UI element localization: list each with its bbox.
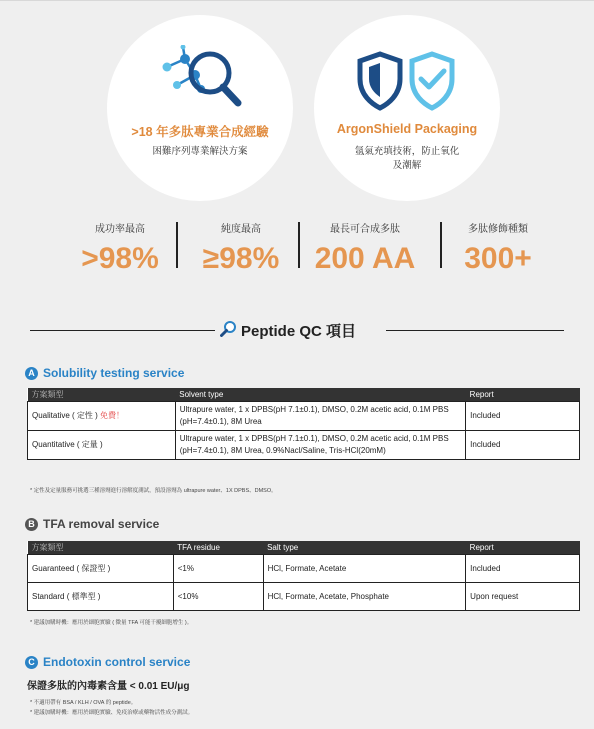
table-cell: Ultrapure water, 1 x DPBS(pH 7.1±0.1), DMSO, 0.2M acetic acid, 0.1M PBS (pH=7.4±0.1), 8M Urea, 0.9%Nacl/Saline, Tris-HCl(20mM) (175, 431, 465, 460)
table-header: Report (466, 541, 580, 555)
section-title-text: Solubility testing service (43, 366, 185, 380)
stat-value: 200 AA (314, 242, 416, 275)
table-cell: Standard ( 標準型 ) (28, 583, 174, 611)
qc-title-text: Peptide QC 項目 (241, 323, 357, 340)
feature-argonshield (314, 15, 500, 201)
solubility-note: * 定性及定量服務可挑選三種溶劑進行溶解度測試，預設溶劑為 ultrapure water、1X DPBS、DMSO。 (30, 488, 277, 494)
tfa-note: * 建議加購時機：應用於細胞實驗 ( 微量 TFA 可能干擾細胞增生 )。 (30, 620, 193, 626)
endotoxin-note: * 不適用帶有 BSA / KLH / OVA 的 peptide。 (30, 700, 137, 706)
stat-label: 多肽修飾種類 (468, 224, 528, 235)
top-border (0, 0, 594, 1)
table-header: Solvent type (175, 388, 465, 402)
stat-divider (176, 222, 178, 268)
table-cell (28, 402, 176, 431)
plan-type: Qualitative ( 定性 ) (32, 411, 98, 420)
endotoxin-note: * 建議加購時機：應用於細胞實驗、免疫治療或藥物活性成分測試。 (30, 710, 194, 716)
qc-line-left (30, 330, 215, 331)
table-cell: Ultrapure water, 1 x DPBS(pH 7.1±0.1), DMSO, 0.2M acetic acid, 0.1M PBS (pH=7.4±0.1), 8M Urea (175, 402, 465, 431)
feature-experience (107, 15, 293, 201)
table-header-row (28, 388, 580, 402)
feature-desc (314, 145, 500, 173)
section-title-text: Endotoxin control service (43, 655, 191, 669)
qc-section-header (0, 320, 594, 340)
endotoxin-guarantee: 保證多肽的內毒素含量 < 0.01 EU/μg (27, 681, 190, 692)
table-cell: <1% (173, 555, 263, 583)
table-cell: <10% (173, 583, 263, 611)
table-header: 方案類型 (28, 541, 174, 555)
stat-label: 最長可合成多肽 (330, 224, 400, 235)
stat-divider (298, 222, 300, 268)
stat-modifications (438, 220, 558, 276)
feature-title: >18 年多肽專業合成經驗 (131, 125, 269, 139)
stat-success-rate (60, 220, 180, 276)
table-cell: Included (466, 431, 580, 460)
endotoxin-section-title (25, 655, 190, 669)
tfa-table (27, 541, 580, 611)
section-badge: B (25, 518, 38, 531)
table-cell: Upon request (466, 583, 580, 611)
table-header: Salt type (263, 541, 466, 555)
tfa-section-title (25, 517, 159, 531)
table-row (28, 402, 580, 431)
solubility-section-title (25, 366, 184, 380)
section-title-text: TFA removal service (43, 517, 160, 531)
solubility-table (27, 388, 580, 460)
table-cell: HCl, Formate, Acetate, Phosphate (263, 583, 466, 611)
table-cell: Included (466, 402, 580, 431)
feature-desc-line: 氬氣充填技術，防止氧化 (354, 146, 460, 157)
table-cell: Quantitative ( 定量 ) (28, 431, 176, 460)
feature-desc-line: 及潮解 (392, 160, 422, 171)
stat-label: 純度最高 (221, 224, 261, 235)
free-badge: 免費！ (100, 411, 125, 420)
magnifier-icon (220, 321, 238, 341)
table-row (28, 431, 580, 460)
stat-max-length (305, 220, 425, 276)
feature-title: ArgonShield Packaging (336, 122, 478, 136)
table-header-row (28, 541, 580, 555)
stat-value: >98% (81, 242, 159, 275)
stat-value: ≥98% (202, 242, 280, 275)
stat-purity (181, 220, 301, 276)
qc-line-right (386, 330, 564, 331)
table-cell: Guaranteed ( 保證型 ) (28, 555, 174, 583)
table-row (28, 555, 580, 583)
stats-row (60, 220, 550, 280)
table-cell: HCl, Formate, Acetate (263, 555, 466, 583)
table-row (28, 583, 580, 611)
molecule-search-icon (155, 45, 245, 120)
table-header: TFA residue (173, 541, 263, 555)
stat-value: 300+ (464, 242, 532, 275)
table-header: Report (466, 388, 580, 402)
feature-desc: 困難序列專業解決方案 (152, 146, 248, 157)
shield-check-icon (352, 51, 462, 116)
section-badge: C (25, 656, 38, 669)
table-cell: Included (466, 555, 580, 583)
qc-title (220, 320, 356, 341)
section-badge: A (25, 367, 38, 380)
stat-label: 成功率最高 (95, 224, 145, 235)
table-header: 方案類型 (28, 388, 176, 402)
